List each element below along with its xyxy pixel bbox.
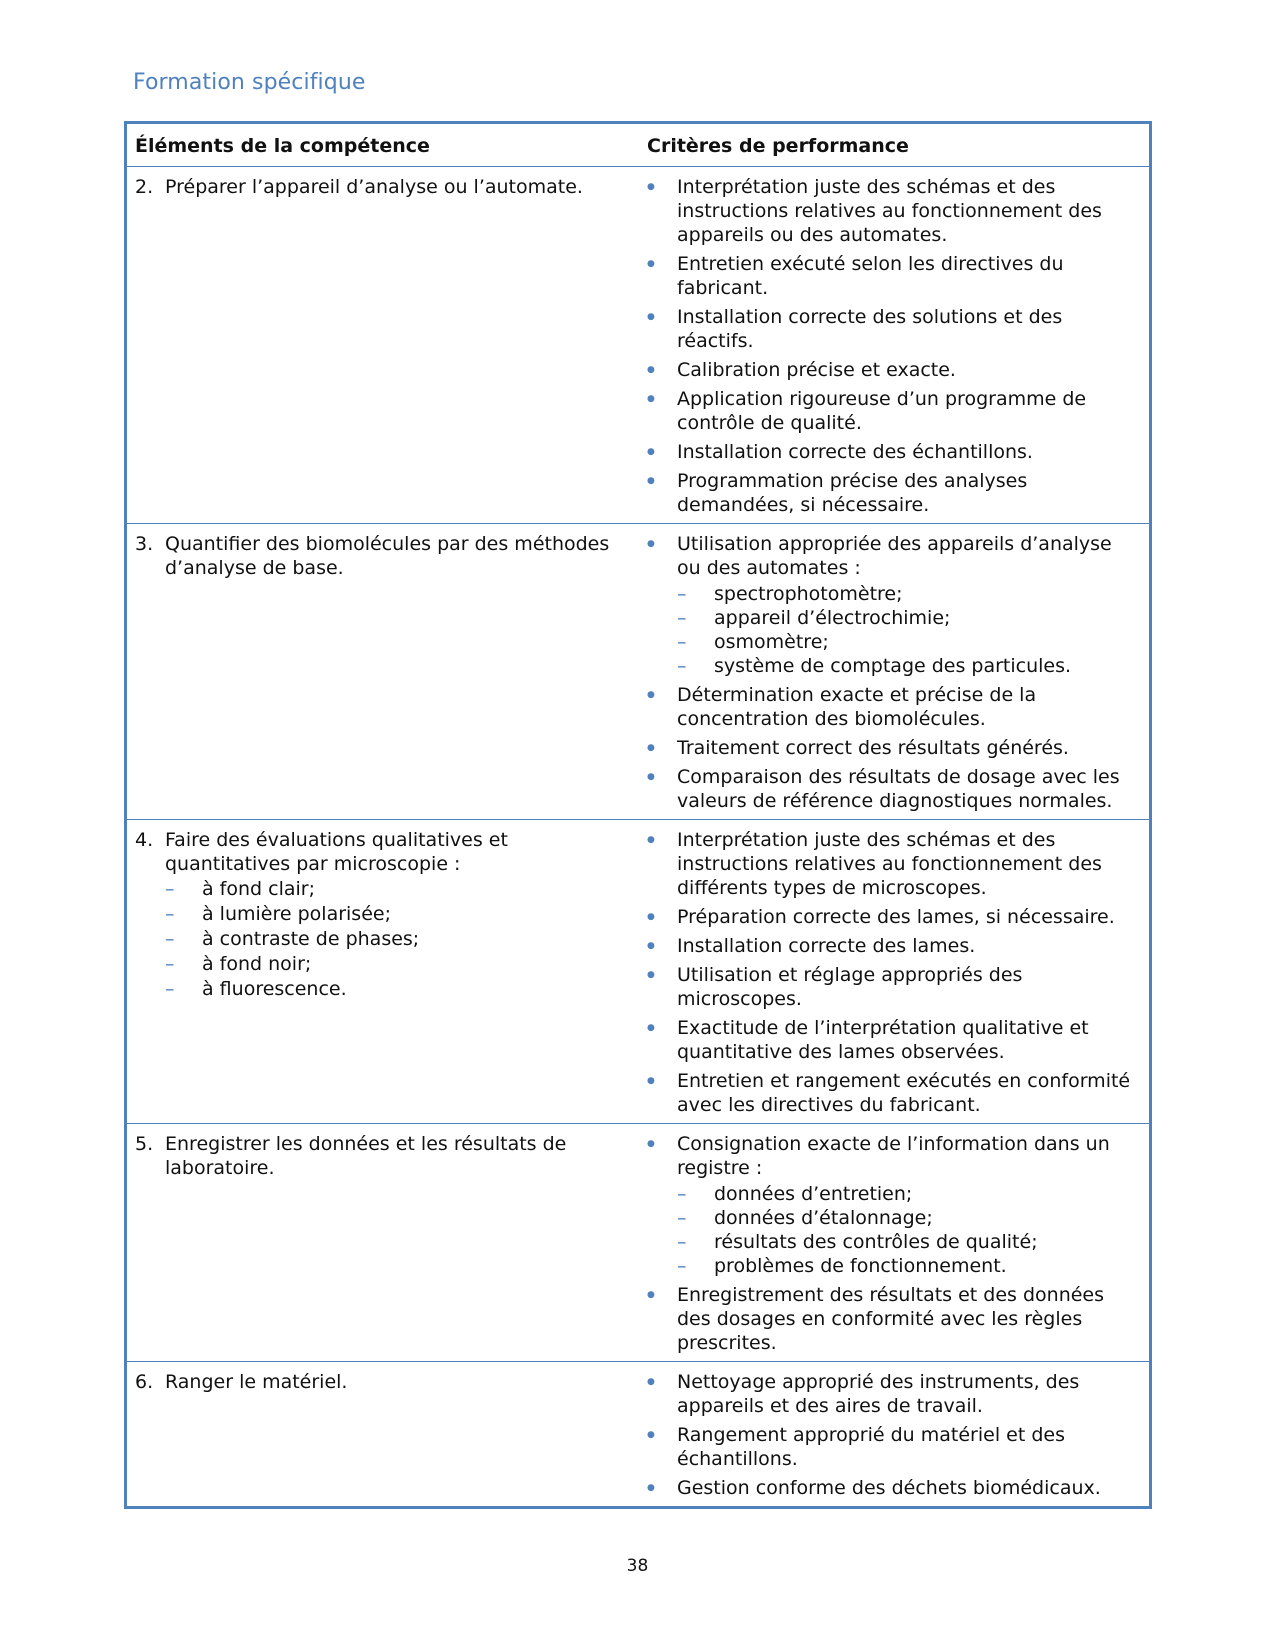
- criterion-item: [647, 736, 1141, 760]
- criterion-body: [677, 532, 1141, 678]
- criterion-text: Programmation précise des analyses demandées, si nécessaire.: [677, 470, 1028, 516]
- criterion-item: [647, 828, 1141, 900]
- criterion-text: Installation correcte des lames.: [677, 935, 976, 957]
- bullet-marker: ●: [647, 365, 655, 375]
- dash-marker: –: [677, 1231, 687, 1253]
- element-subitem-text: à fond clair;: [202, 878, 315, 900]
- criterion-text: Nettoyage approprié des instruments, des appareils et des aires de travail.: [677, 1371, 1080, 1417]
- criterion-text: Entretien et rangement exécutés en conformité avec les directives du fabricant.: [677, 1070, 1131, 1116]
- competence-element: [135, 1132, 631, 1180]
- criterion-body: [677, 1069, 1141, 1117]
- criterion-body: [677, 440, 1141, 464]
- element-cell: [126, 820, 640, 1124]
- criterion-subitem-text: données d’étalonnage;: [714, 1207, 933, 1229]
- criterion-subitem: [677, 1254, 1141, 1278]
- criterion-text: Entretien exécuté selon les directives du fabricant.: [677, 253, 1064, 299]
- criterion-subitem-text: problèmes de fonctionnement.: [714, 1255, 1007, 1277]
- dash-marker: –: [677, 655, 687, 677]
- criterion-body: [677, 905, 1141, 929]
- criterion-body: [677, 469, 1141, 517]
- criterion-body: [677, 963, 1141, 1011]
- dash-marker: –: [677, 1255, 687, 1277]
- criterion-item: [647, 469, 1141, 517]
- criterion-item: [647, 765, 1141, 813]
- element-subitem-text: à fond noir;: [202, 953, 312, 975]
- criterion-text: Utilisation appropriée des appareils d’analyse ou des automates :: [677, 533, 1112, 579]
- element-subitem: [165, 952, 631, 976]
- criterion-item: [647, 1370, 1141, 1418]
- criteria-list: [647, 1132, 1141, 1355]
- bullet-marker: ●: [647, 941, 655, 951]
- element-subitem-text: à contraste de phases;: [202, 928, 420, 950]
- element-body: [165, 1370, 631, 1394]
- element-text: Quantifier des biomolécules par des méthodes d’analyse de base.: [165, 533, 610, 579]
- criterion-subitem: [677, 654, 1141, 678]
- criterion-item: [647, 252, 1141, 300]
- criteria-cell: [639, 167, 1151, 524]
- criterion-subitem-text: osmomètre;: [714, 631, 829, 653]
- criterion-subitem-text: données d’entretien;: [714, 1183, 913, 1205]
- bullet-marker: ●: [647, 690, 655, 700]
- bullet-marker: ●: [647, 394, 655, 404]
- criterion-text: Exactitude de l’interprétation qualitative et quantitative des lames observées.: [677, 1017, 1089, 1063]
- bullet-marker: ●: [647, 1483, 655, 1493]
- criterion-subitem: [677, 1230, 1141, 1254]
- criterion-body: [677, 305, 1141, 353]
- criterion-body: [677, 1423, 1141, 1471]
- criterion-item: [647, 387, 1141, 435]
- element-cell: [126, 167, 640, 524]
- criterion-sublist: [677, 1182, 1141, 1278]
- criterion-text: Rangement approprié du matériel et des échantillons.: [677, 1424, 1065, 1470]
- element-subitem-text: à fluorescence.: [202, 978, 347, 1000]
- competence-table: [124, 121, 1152, 1509]
- bullet-marker: ●: [647, 912, 655, 922]
- table-row: [126, 1124, 1151, 1362]
- criterion-item: [647, 1476, 1141, 1500]
- dash-marker: –: [677, 1207, 687, 1229]
- column-header-criteria: Critères de performance: [639, 123, 1151, 167]
- element-body: [165, 1132, 631, 1180]
- criterion-body: [677, 1016, 1141, 1064]
- criterion-item: [647, 1423, 1141, 1471]
- criterion-body: [677, 358, 1141, 382]
- criterion-text: Installation correcte des solutions et des réactifs.: [677, 306, 1063, 352]
- criteria-cell: [639, 524, 1151, 820]
- criterion-text: Détermination exacte et précise de la concentration des biomolécules.: [677, 684, 1037, 730]
- criterion-text: Calibration précise et exacte.: [677, 359, 956, 381]
- dash-marker: –: [165, 928, 175, 950]
- element-cell: [126, 1124, 640, 1362]
- criterion-text: Traitement correct des résultats générés.: [677, 737, 1069, 759]
- table-row: [126, 524, 1151, 820]
- element-subitem: [165, 927, 631, 951]
- element-sublist: [165, 877, 631, 1001]
- bullet-marker: ●: [647, 772, 655, 782]
- criteria-cell: [639, 1362, 1151, 1508]
- dash-marker: –: [677, 583, 687, 605]
- table-row: [126, 167, 1151, 524]
- criterion-text: Gestion conforme des déchets biomédicaux.: [677, 1477, 1101, 1499]
- section-title: Formation spécifique: [133, 70, 366, 95]
- criterion-text: Comparaison des résultats de dosage avec les valeurs de référence diagnostiques normales.: [677, 766, 1120, 812]
- bullet-marker: ●: [647, 1290, 655, 1300]
- element-subitem: [165, 977, 631, 1001]
- criterion-text: Enregistrement des résultats et des données des dosages en conformité avec les règles prescrites.: [677, 1284, 1105, 1354]
- criterion-subitem-text: spectrophotomètre;: [714, 583, 903, 605]
- element-subitem: [165, 902, 631, 926]
- criterion-item: [647, 683, 1141, 731]
- element-text: Enregistrer les données et les résultats de laboratoire.: [165, 1133, 567, 1179]
- criterion-sublist: [677, 582, 1141, 678]
- criterion-item: [647, 358, 1141, 382]
- criterion-item: [647, 1016, 1141, 1064]
- element-text: Ranger le matériel.: [165, 1371, 348, 1393]
- criterion-item: [647, 934, 1141, 958]
- criterion-item: [647, 1069, 1141, 1117]
- bullet-marker: ●: [647, 835, 655, 845]
- criterion-text: Utilisation et réglage appropriés des microscopes.: [677, 964, 1023, 1010]
- criterion-body: [677, 828, 1141, 900]
- bullet-marker: ●: [647, 1430, 655, 1440]
- dash-marker: –: [677, 607, 687, 629]
- criterion-item: [647, 1283, 1141, 1355]
- bullet-marker: ●: [647, 1023, 655, 1033]
- criterion-text: Installation correcte des échantillons.: [677, 441, 1033, 463]
- criterion-subitem-text: système de comptage des particules.: [714, 655, 1072, 677]
- dash-marker: –: [677, 631, 687, 653]
- criterion-subitem: [677, 582, 1141, 606]
- bullet-marker: ●: [647, 539, 655, 549]
- element-text: Faire des évaluations qualitatives et quantitatives par microscopie :: [165, 829, 508, 875]
- bullet-marker: ●: [647, 970, 655, 980]
- table-body: [126, 167, 1151, 1508]
- dash-marker: –: [165, 878, 175, 900]
- criterion-body: [677, 736, 1141, 760]
- element-body: [165, 532, 631, 580]
- dash-marker: –: [677, 1183, 687, 1205]
- dash-marker: –: [165, 903, 175, 925]
- criterion-item: [647, 305, 1141, 353]
- criterion-body: [677, 1283, 1141, 1355]
- criterion-item: [647, 963, 1141, 1011]
- criterion-body: [677, 175, 1141, 247]
- bullet-marker: ●: [647, 1139, 655, 1149]
- competence-element: [135, 1370, 631, 1394]
- element-number: 6.: [135, 1371, 154, 1393]
- competence-element: [135, 532, 631, 580]
- criterion-subitem: [677, 606, 1141, 630]
- table-header-row: [126, 123, 1151, 167]
- criterion-subitem: [677, 1182, 1141, 1206]
- bullet-marker: ●: [647, 476, 655, 486]
- bullet-marker: ●: [647, 182, 655, 192]
- element-cell: [126, 524, 640, 820]
- criterion-subitem-text: appareil d’électrochimie;: [714, 607, 951, 629]
- table-row: [126, 1362, 1151, 1508]
- element-cell: [126, 1362, 640, 1508]
- bullet-marker: ●: [647, 743, 655, 753]
- competence-element: [135, 828, 631, 876]
- element-body: [165, 175, 631, 199]
- page-number: 38: [626, 1556, 649, 1576]
- criterion-item: [647, 532, 1141, 678]
- criterion-item: [647, 175, 1141, 247]
- criteria-list: [647, 175, 1141, 517]
- criteria-cell: [639, 820, 1151, 1124]
- bullet-marker: ●: [647, 1377, 655, 1387]
- criteria-list: [647, 532, 1141, 813]
- dash-marker: –: [165, 978, 175, 1000]
- criterion-text: Consignation exacte de l’information dans un registre :: [677, 1133, 1110, 1179]
- element-subitem-text: à lumière polarisée;: [202, 903, 391, 925]
- criterion-body: [677, 683, 1141, 731]
- criterion-text: Application rigoureuse d’un programme de contrôle de qualité.: [677, 388, 1087, 434]
- bullet-marker: ●: [647, 312, 655, 322]
- criterion-body: [677, 1476, 1141, 1500]
- criteria-cell: [639, 1124, 1151, 1362]
- criterion-body: [677, 1132, 1141, 1278]
- criterion-subitem: [677, 1206, 1141, 1230]
- criterion-item: [647, 1132, 1141, 1278]
- criterion-item: [647, 905, 1141, 929]
- criterion-item: [647, 440, 1141, 464]
- table-row: [126, 820, 1151, 1124]
- element-number: 5.: [135, 1133, 154, 1155]
- criterion-subitem-text: résultats des contrôles de qualité;: [714, 1231, 1038, 1253]
- criterion-text: Interprétation juste des schémas et des instructions relatives au fonctionnement des différents types de microscopes.: [677, 829, 1102, 899]
- criterion-body: [677, 765, 1141, 813]
- criteria-list: [647, 1370, 1141, 1500]
- criterion-body: [677, 1370, 1141, 1418]
- criterion-body: [677, 934, 1141, 958]
- column-header-elements: Éléments de la compétence: [126, 123, 640, 167]
- criterion-body: [677, 252, 1141, 300]
- dash-marker: –: [165, 953, 175, 975]
- element-body: [165, 828, 631, 876]
- criterion-body: [677, 387, 1141, 435]
- bullet-marker: ●: [647, 259, 655, 269]
- bullet-marker: ●: [647, 447, 655, 457]
- criterion-text: Préparation correcte des lames, si nécessaire.: [677, 906, 1115, 928]
- criterion-subitem: [677, 630, 1141, 654]
- element-number: 2.: [135, 176, 154, 198]
- bullet-marker: ●: [647, 1076, 655, 1086]
- criteria-list: [647, 828, 1141, 1117]
- element-subitem: [165, 877, 631, 901]
- element-number: 3.: [135, 533, 154, 555]
- competence-element: [135, 175, 631, 199]
- element-text: Préparer l’appareil d’analyse ou l’automate.: [165, 176, 583, 198]
- criterion-text: Interprétation juste des schémas et des instructions relatives au fonctionnement des appareils ou des automates.: [677, 176, 1102, 246]
- element-number: 4.: [135, 829, 154, 851]
